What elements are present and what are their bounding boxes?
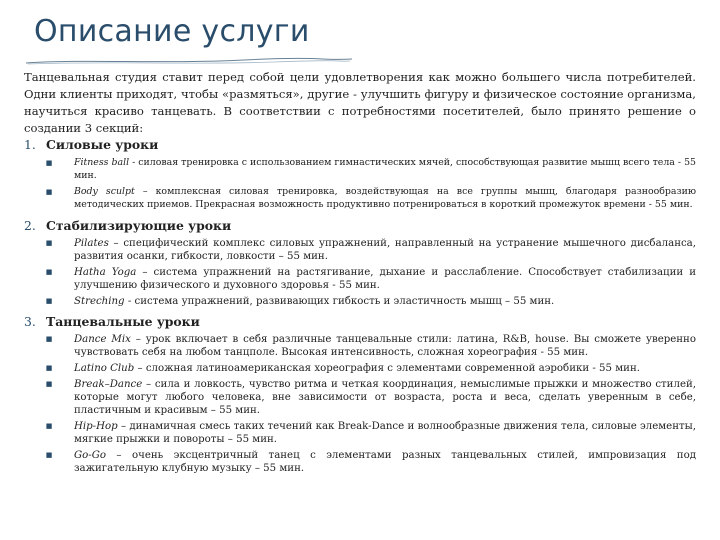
item-description: – сложная латиноамериканская хореография с элементами современной аэробики - 55 мин. xyxy=(134,363,640,374)
item-text xyxy=(74,237,696,263)
list-item xyxy=(24,266,696,292)
section-heading-text: Силовые уроки xyxy=(46,137,159,152)
bullet-square-icon: ■ xyxy=(45,364,53,372)
page-title: Описание услуги xyxy=(34,14,310,49)
item-text xyxy=(74,157,696,182)
sections xyxy=(24,136,696,475)
item-text xyxy=(74,186,696,211)
item-list xyxy=(24,333,696,475)
list-item xyxy=(24,237,696,263)
item-description: – очень эксцентричный танец с элементами разных танцевальных стилей, импровизация под зажигательную клубную музыку – 55 мин. xyxy=(74,450,696,474)
section-number: 1. xyxy=(24,137,36,152)
bullet-square-icon: ■ xyxy=(45,239,53,247)
section-heading-text: Стабилизирующие уроки xyxy=(46,218,232,233)
item-text xyxy=(74,420,696,446)
bullet-square-icon: ■ xyxy=(45,451,53,459)
list-item xyxy=(24,362,696,375)
item-name: Latino Club xyxy=(74,363,135,374)
item-name: Body sculpt xyxy=(74,186,135,197)
item-description: - система упражнений, развивающих гибкость и эластичность мышц – 55 мин. xyxy=(124,296,555,307)
item-text xyxy=(74,333,696,359)
list-item xyxy=(24,378,696,417)
item-text xyxy=(74,449,696,475)
section-number: 3. xyxy=(24,314,36,329)
item-list xyxy=(24,157,696,211)
intro-paragraph: Танцевальная студия ставит перед собой цели удовлетворения как можно большего числа потребителей. Одни клиенты приходят, чтобы «размяться», другие - улучшить фигуру и физическое состояние организма, научиться красиво танцевать. В соответствии с потребностями посетителей, было принято решение о создании 3 секций: xyxy=(24,70,696,135)
item-list xyxy=(24,237,696,308)
item-description: – сила и ловкость, чувство ритма и четкая координация, немыслимые прыжки и множество стилей, которые могут любого человека, вне зависимости от возраста, роста и веса, сделать уверенным в себе, пластичным и красивым – 55 мин. xyxy=(74,379,696,416)
list-item xyxy=(24,420,696,446)
item-name: Break–Dance xyxy=(74,379,143,390)
bullet-square-icon: ■ xyxy=(45,380,53,388)
item-name: Fitness ball xyxy=(74,157,130,168)
item-name: Go-Go xyxy=(74,450,106,461)
section-number: 2. xyxy=(24,218,36,233)
section-heading xyxy=(24,217,696,234)
section-heading-text: Танцевальные уроки xyxy=(46,314,200,329)
bullet-square-icon: ■ xyxy=(45,159,53,167)
list-item xyxy=(24,333,696,359)
item-description: – специфический комплекс силовых упражнений, направленный на устранение мышечного дисбаланса, развития осанки, гибкости, ловкости – 55 мин. xyxy=(74,238,696,262)
item-text xyxy=(74,378,696,417)
section-3 xyxy=(24,313,696,475)
item-text xyxy=(74,362,696,375)
item-name: Dance Mix xyxy=(74,334,131,345)
item-description: – динамичная смесь таких течений как Break-Dance и волнообразные движения тела, силовые элементы, мягкие прыжки и повороты – 55 мин. xyxy=(74,421,696,445)
list-item xyxy=(24,157,696,182)
item-name: Streching xyxy=(74,296,125,307)
list-item xyxy=(24,449,696,475)
item-description: – комплексная силовая тренировка, воздействующая на все группы мышц, благодаря разнообразию методических приемов. Прекрасная возможность продуктивно потренироваться в короткий промежуток времени - 55 мин. xyxy=(74,186,696,210)
section-heading xyxy=(24,313,696,330)
item-text xyxy=(74,295,696,308)
bullet-square-icon: ■ xyxy=(45,268,53,276)
item-description: – урок включает в себя различные танцевальные стили: латина, R&B, house. Вы сможете уверенно чувствовать себя на любом танцполе. Высокая интенсивность, сложная хореография - 55 мин. xyxy=(74,334,696,358)
title-underline xyxy=(24,56,354,66)
bullet-square-icon: ■ xyxy=(45,188,53,196)
item-description: – система упражнений на растягивание, дыхание и расслабление. Способствует стабилизации и улучшению физического и духовного здоровья - 55 мин. xyxy=(74,267,696,291)
item-description: - силовая тренировка с использованием гимнастических мячей, способствующая развитие мышц всего тела - 55 мин. xyxy=(74,157,697,181)
list-item xyxy=(24,186,696,211)
bullet-square-icon: ■ xyxy=(45,422,53,430)
list-item xyxy=(24,295,696,308)
item-name: Hatha Yoga xyxy=(74,267,137,278)
bullet-square-icon: ■ xyxy=(45,335,53,343)
item-name: Hip-Hop xyxy=(74,421,118,432)
section-1 xyxy=(24,136,696,211)
item-name: Pilates xyxy=(74,238,109,249)
section-heading xyxy=(24,136,696,153)
section-2 xyxy=(24,217,696,308)
bullet-square-icon: ■ xyxy=(45,297,53,305)
item-text xyxy=(74,266,696,292)
